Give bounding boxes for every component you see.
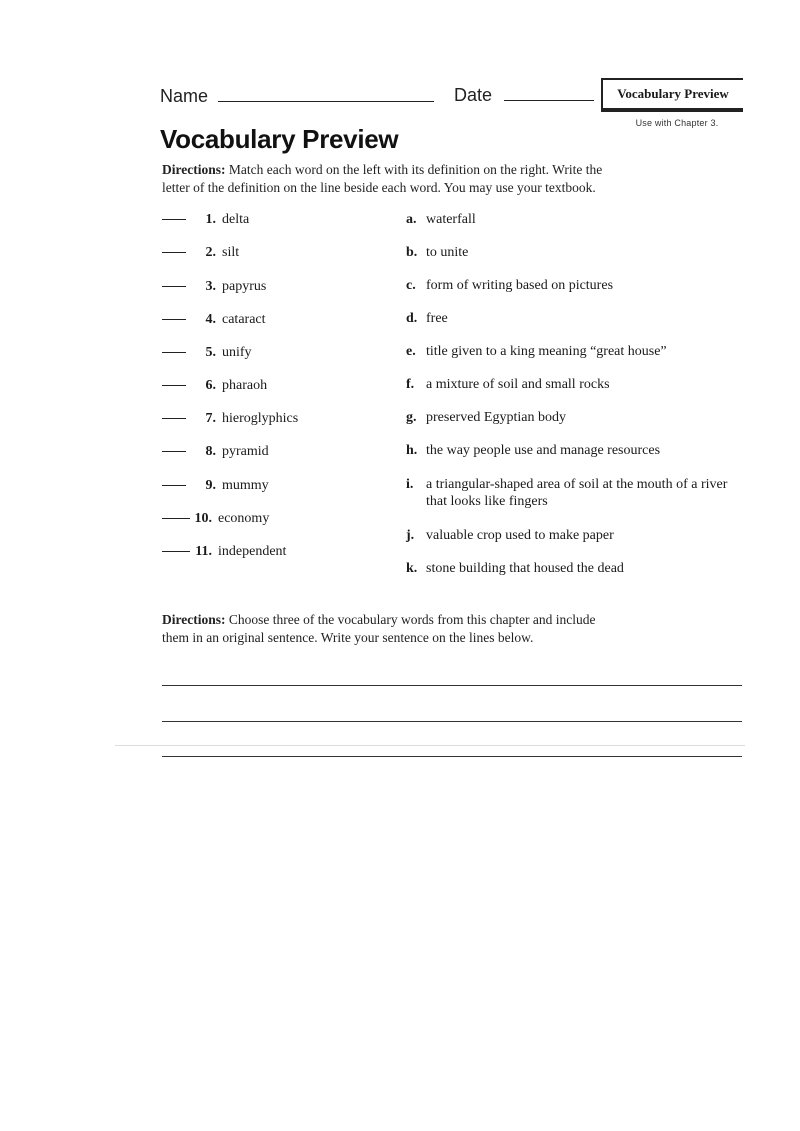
word-row xyxy=(162,212,249,232)
vocab-word: pyramid xyxy=(222,444,269,459)
definition-letter: j. xyxy=(406,528,415,543)
word-row xyxy=(162,511,269,531)
vocab-word: pharaoh xyxy=(222,378,268,393)
definition-letter: f. xyxy=(406,377,415,392)
answer-blank[interactable] xyxy=(162,418,186,419)
word-number: 5. xyxy=(205,345,216,360)
word-number: 11. xyxy=(195,544,212,559)
chapter-tab xyxy=(601,78,743,112)
definition-row xyxy=(406,343,736,360)
definition-letter: a. xyxy=(406,212,417,227)
directions-text-2: letter of the definition on the line beside each word. You may use your textbook. xyxy=(162,180,596,195)
answer-blank[interactable] xyxy=(162,385,186,386)
name-field[interactable] xyxy=(218,101,434,102)
word-row xyxy=(162,411,298,431)
scan-divider xyxy=(115,745,745,746)
vocab-word: cataract xyxy=(222,312,266,327)
definition-text: title given to a king meaning “great house” xyxy=(426,344,667,359)
definition-row xyxy=(406,277,736,294)
date-label: Date xyxy=(454,85,493,105)
definition-letter: c. xyxy=(406,278,416,293)
definition-letter: b. xyxy=(406,245,418,260)
word-number: 1. xyxy=(205,212,216,227)
directions2-text: Choose three of the vocabulary words from this chapter and include xyxy=(228,612,596,627)
vocab-word: hieroglyphics xyxy=(222,411,299,426)
word-row xyxy=(162,345,252,365)
word-number: 6. xyxy=(205,378,216,393)
directions-text: Match each word on the left with its definition on the right. Write the xyxy=(228,162,603,177)
definition-row xyxy=(406,244,736,261)
definition-row xyxy=(406,310,736,327)
definition-row xyxy=(406,442,736,459)
answer-blank[interactable] xyxy=(162,252,186,253)
word-row xyxy=(162,378,267,398)
directions2-text-2: them in an original sentence. Write your sentence on the lines below. xyxy=(162,630,534,645)
answer-line-2[interactable] xyxy=(162,721,742,722)
word-row xyxy=(162,245,239,265)
definition-row xyxy=(406,409,736,426)
chapter-tab-label: Vocabulary Preview xyxy=(617,86,729,101)
answer-blank[interactable] xyxy=(162,219,186,220)
name-label: Name xyxy=(160,86,209,106)
answer-blank[interactable] xyxy=(162,286,186,287)
word-row xyxy=(162,444,269,464)
definition-text: waterfall xyxy=(426,212,476,227)
answer-blank[interactable] xyxy=(162,485,186,486)
definition-text: stone building that housed the dead xyxy=(426,561,624,576)
definition-row xyxy=(406,211,736,228)
definition-text: preserved Egyptian body xyxy=(426,410,566,425)
definition-text: to unite xyxy=(426,245,469,260)
definition-letter: e. xyxy=(406,344,416,359)
definition-letter: h. xyxy=(406,443,418,458)
definition-row xyxy=(406,527,736,544)
word-number: 8. xyxy=(205,444,216,459)
vocab-word: silt xyxy=(222,245,240,260)
definition-text: a triangular-shaped area of soil at the mouth of a river that looks like fingers xyxy=(426,477,728,509)
vocab-word: mummy xyxy=(222,478,269,493)
chapter-note: Use with Chapter 3. xyxy=(635,118,719,128)
word-row xyxy=(162,279,266,299)
answer-line-1[interactable] xyxy=(162,685,742,686)
vocab-word: independent xyxy=(218,544,287,559)
directions-label-2: Directions: xyxy=(162,612,226,627)
page-title: Vocabulary Preview xyxy=(160,124,399,154)
definition-row xyxy=(406,560,736,577)
answer-blank[interactable] xyxy=(162,451,186,452)
word-row xyxy=(162,478,269,498)
vocab-word: delta xyxy=(222,212,250,227)
word-row xyxy=(162,312,266,332)
answer-blank[interactable] xyxy=(162,518,190,519)
definition-row xyxy=(406,476,736,510)
directions-matching xyxy=(162,161,722,197)
date-field[interactable] xyxy=(504,100,594,101)
word-number: 10. xyxy=(194,511,212,526)
word-number: 7. xyxy=(205,411,216,426)
vocab-word: economy xyxy=(218,511,270,526)
definition-letter: g. xyxy=(406,410,417,425)
answer-blank[interactable] xyxy=(162,319,186,320)
vocab-word: papyrus xyxy=(222,279,267,294)
word-number: 2. xyxy=(205,245,216,260)
directions-label: Directions: xyxy=(162,162,226,177)
definition-text: form of writing based on pictures xyxy=(426,278,614,293)
definition-text: the way people use and manage resources xyxy=(426,443,661,458)
vocab-word: unify xyxy=(222,345,252,360)
definition-text: valuable crop used to make paper xyxy=(426,528,614,543)
definition-text: free xyxy=(426,311,448,326)
definition-text: a mixture of soil and small rocks xyxy=(426,377,610,392)
definition-letter: i. xyxy=(406,477,414,492)
definition-row xyxy=(406,376,736,393)
answer-line-3[interactable] xyxy=(162,756,742,757)
answer-blank[interactable] xyxy=(162,352,186,353)
definition-letter: k. xyxy=(406,561,418,576)
directions-sentence xyxy=(162,611,722,647)
word-number: 4. xyxy=(205,312,216,327)
word-number: 3. xyxy=(205,279,216,294)
word-number: 9. xyxy=(205,478,216,493)
answer-blank[interactable] xyxy=(162,551,190,552)
word-row xyxy=(162,544,286,564)
definition-letter: d. xyxy=(406,311,418,326)
